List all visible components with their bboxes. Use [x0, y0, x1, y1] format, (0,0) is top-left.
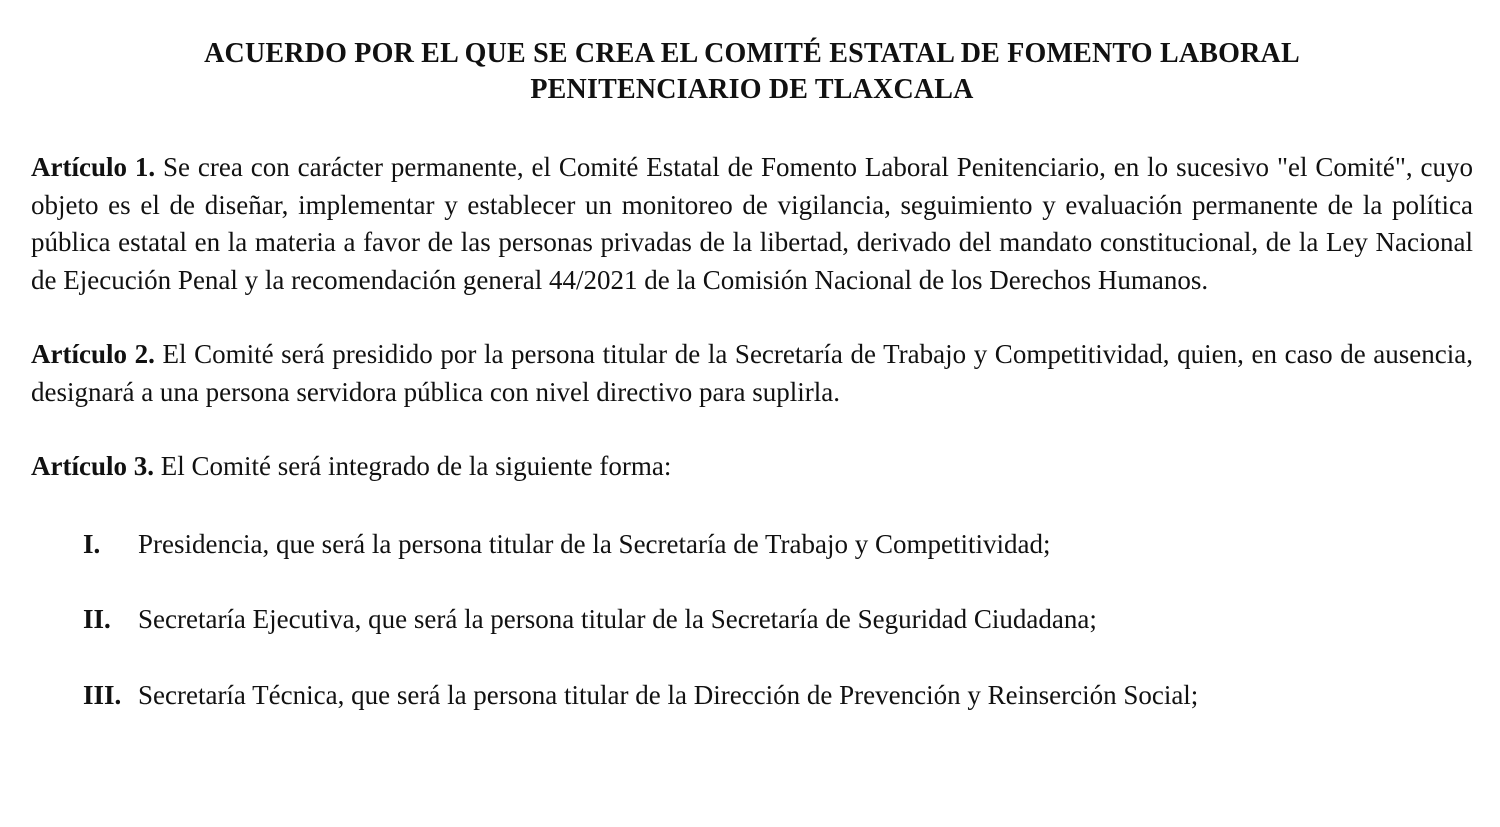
- list-item-text: Presidencia, que será la persona titular de la Secretaría de Trabajo y Competitividad;: [138, 528, 1051, 559]
- document-page: [31, 36, 1473, 714]
- committee-members-list: [31, 526, 1473, 715]
- article-1-text: Se crea con carácter permanente, el Comité Estatal de Fomento Laboral Penitenciario, en lo sucesivo "el Comité", cuyo objeto es el de diseñar, implementar y establecer un monitoreo de vigilancia, seguimiento y evaluación permanente de la política pública estatal en la materia a favor de las personas privadas de la libertad, derivado del mandato constitucional, de la Ley Nacional de Ejecución Penal y la recomendación general 44/2021 de la Comisión Nacional de los Derechos Humanos.: [31, 152, 1473, 295]
- list-item: [83, 677, 1473, 715]
- article-2: [31, 336, 1473, 411]
- article-1: [31, 149, 1473, 299]
- document-title: [31, 36, 1473, 108]
- list-item-number: II.: [83, 604, 111, 634]
- article-3: [31, 448, 1473, 486]
- title-line-2: PENITENCIARIO DE TLAXCALA: [530, 74, 974, 105]
- article-1-label: Artículo 1.: [31, 152, 156, 182]
- article-3-label: Artículo 3.: [31, 451, 154, 481]
- article-2-label: Artículo 2.: [31, 339, 155, 369]
- title-line-1: ACUERDO POR EL QUE SE CREA EL COMITÉ ESTATAL DE FOMENTO LABORAL: [204, 38, 1300, 69]
- list-item-number: I.: [83, 528, 101, 559]
- list-item-number: III.: [83, 679, 122, 710]
- list-item-text: Secretaría Ejecutiva, que será la persona titular de la Secretaría de Seguridad Ciudadana;: [138, 604, 1097, 634]
- article-3-text: El Comité será integrado de la siguiente forma:: [153, 451, 672, 481]
- list-item-text: Secretaría Técnica, que será la persona titular de la Dirección de Prevención y Reinserción Social;: [138, 679, 1199, 710]
- article-2-text: El Comité será presidido por la persona titular de la Secretaría de Trabajo y Competitividad, quien, en caso de ausencia, designará a una persona servidora pública con nivel directivo para suplirla.: [31, 339, 1473, 407]
- list-item: [83, 601, 1473, 639]
- list-item: [83, 526, 1473, 564]
